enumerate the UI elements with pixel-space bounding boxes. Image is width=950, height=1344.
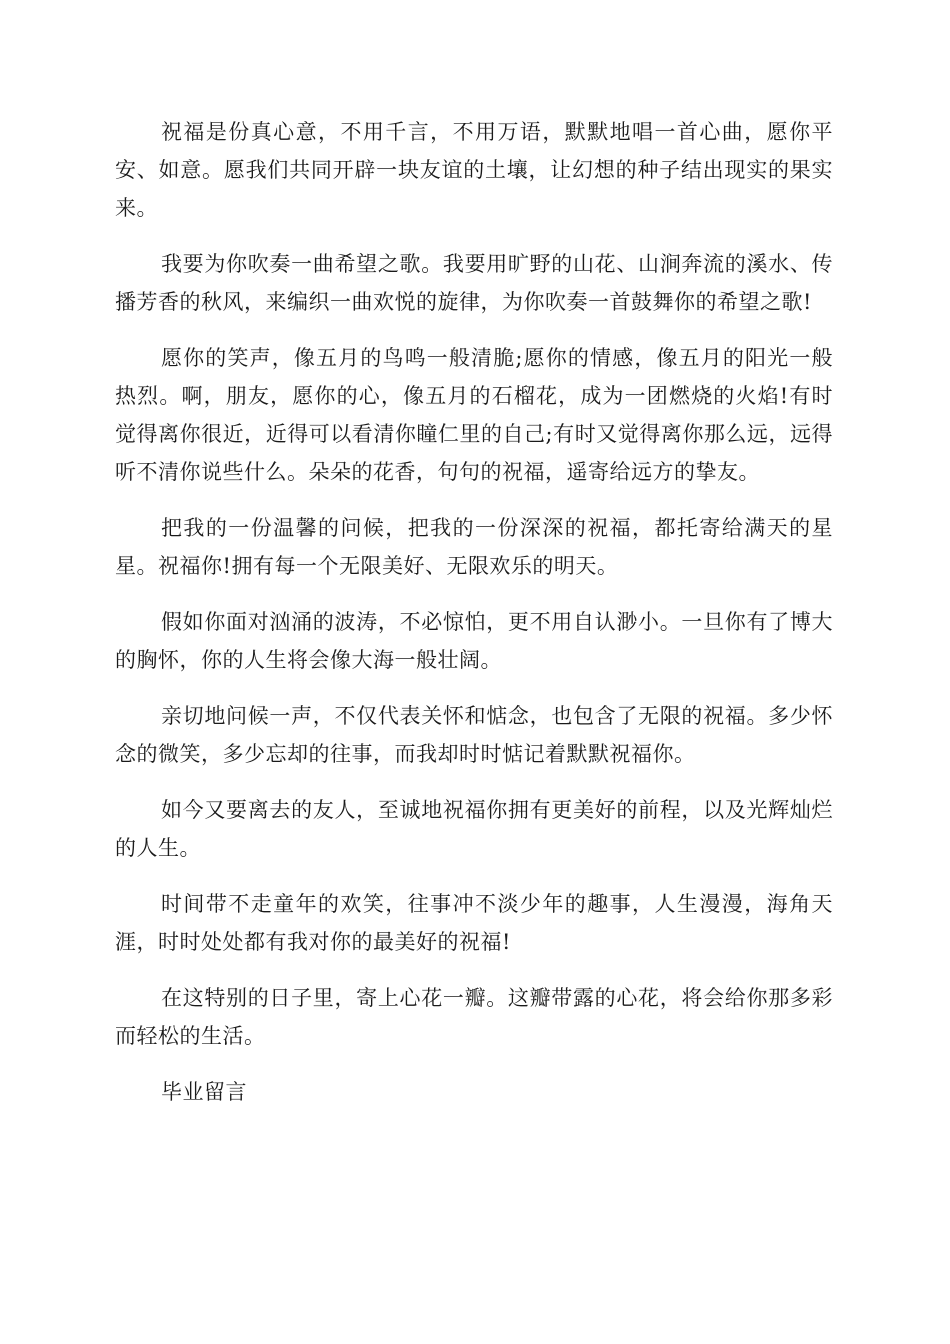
paragraph-2: 我要为你吹奏一曲希望之歌。我要用旷野的山花、山涧奔流的溪水、传播芳香的秋风，来编织一曲欢悦的旋律，为你吹奏一首鼓舞你的希望之歌!	[115, 252, 833, 314]
document-body	[115, 113, 833, 1111]
paragraph-7: 如今又要离去的友人，至诚地祝福你拥有更美好的前程，以及光辉灿烂的人生。	[115, 798, 833, 860]
section-heading: 毕业留言	[161, 1080, 247, 1104]
paragraph-4: 把我的一份温馨的问候，把我的一份深深的祝福，都托寄给满天的星星。祝福你!拥有每一个无限美好、无限欢乐的明天。	[115, 516, 833, 578]
paragraph-6: 亲切地问候一声，不仅代表关怀和惦念，也包含了无限的祝福。多少怀念的微笑，多少忘却的往事，而我却时时惦记着默默祝福你。	[115, 704, 833, 766]
paragraph-8: 时间带不走童年的欢笑，往事冲不淡少年的趣事，人生漫漫，海角天涯，时时处处都有我对你的最美好的祝福!	[115, 892, 833, 954]
paragraph-3: 愿你的笑声，像五月的鸟鸣一般清脆;愿你的情感，像五月的阳光一般热烈。啊，朋友，愿你的心，像五月的石榴花，成为一团燃烧的火焰!有时觉得离你很近，近得可以看清你瞳仁里的自己;有时又觉得离你那么远，远得听不清你说些什么。朵朵的花香，句句的祝福，遥寄给远方的挚友。	[115, 346, 833, 484]
paragraph-1: 祝福是份真心意，不用千言，不用万语，默默地唱一首心曲，愿你平安、如意。愿我们共同开辟一块友谊的土壤，让幻想的种子结出现实的果实来。	[115, 120, 833, 220]
paragraph-9: 在这特别的日子里，寄上心花一瓣。这瓣带露的心花，将会给你那多彩而轻松的生活。	[115, 986, 833, 1048]
paragraph-5: 假如你面对汹涌的波涛，不必惊怕，更不用自认渺小。一旦你有了博大的胸怀，你的人生将会像大海一般壮阔。	[115, 610, 833, 672]
